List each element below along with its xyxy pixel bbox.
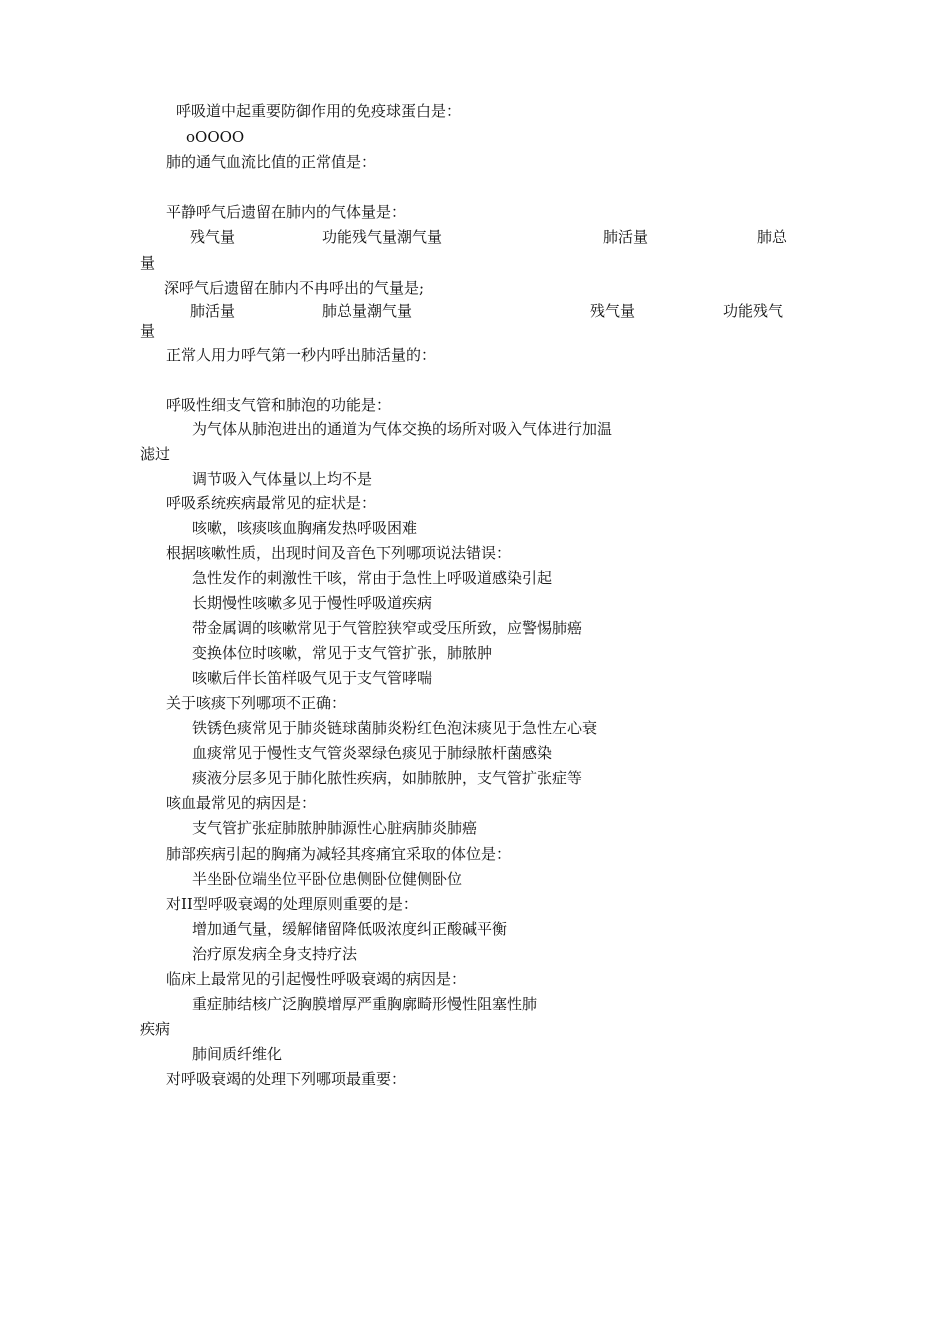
option-text: 带金属调的咳嗽常见于气管腔狭窄或受压所致，应警惕肺癌 xyxy=(192,619,583,637)
option-text: 残气量 xyxy=(190,228,236,246)
option-text: 肺总 xyxy=(757,228,788,246)
option-text: 长期慢性咳嗽多见于慢性呼吸道疾病 xyxy=(192,594,433,612)
option-text: 咳嗽，咳痰咳血胸痛发热呼吸困难 xyxy=(192,519,418,537)
question-text: 肺的通气血流比值的正常值是： xyxy=(166,153,377,171)
option-text: 铁锈色痰常见于肺炎链球菌肺炎粉红色泡沫痰见于急性左心衰 xyxy=(192,719,598,737)
option-text: oOOOO xyxy=(186,128,245,146)
option-text: 肺间质纤维化 xyxy=(192,1045,283,1063)
option-text: 为气体从肺泡进出的通道为气体交换的场所对吸入气体进行加温 xyxy=(192,420,613,438)
question-text: 对II型呼吸衰竭的处理原则重要的是： xyxy=(166,895,418,913)
question-text: 关于咳痰下列哪项不正确： xyxy=(166,694,347,712)
wrapped-text: 量 xyxy=(140,322,156,340)
option-text: 重症肺结核广泛胸膜增厚严重胸廓畸形慢性阻塞性肺 xyxy=(192,995,538,1013)
option-text: 咳嗽后伴长笛样吸气见于支气管哮喘 xyxy=(192,669,433,687)
question-text: 呼吸道中起重要防御作用的免疫球蛋白是： xyxy=(176,102,462,120)
question-text: 平静呼气后遗留在肺内的气体量是： xyxy=(166,203,407,221)
question-text: 深呼气后遗留在肺内不冉呼出的气量是; xyxy=(164,279,425,297)
option-text: 半坐卧位端坐位平卧位患侧卧位健侧卧位 xyxy=(192,870,463,888)
option-text: 功能残气 xyxy=(723,302,784,320)
question-text: 咳血最常见的病因是： xyxy=(166,794,317,812)
wrapped-text: 量 xyxy=(140,254,156,272)
option-text: 急性发作的刺激性干咳，常由于急性上呼吸道感染引起 xyxy=(192,569,553,587)
option-text: 肺总量潮气量 xyxy=(322,302,413,320)
question-text: 呼吸系统疾病最常见的症状是： xyxy=(166,494,377,512)
option-text: 调节吸入气体量以上均不是 xyxy=(192,470,373,488)
question-text: 对呼吸衰竭的处理下列哪项最重要： xyxy=(166,1070,407,1088)
question-text: 肺部疾病引起的胸痛为减轻其疼痛宜采取的体位是： xyxy=(166,845,512,863)
option-text: 功能残气量潮气量 xyxy=(322,228,443,246)
option-text: 增加通气量，缓解储留降低吸浓度纠正酸碱平衡 xyxy=(192,920,508,938)
option-text: 残气量 xyxy=(590,302,636,320)
question-text: 正常人用力呼气第一秒内呼出肺活量的： xyxy=(166,346,437,364)
option-text: 血痰常见于慢性支气管炎翠绿色痰见于肺绿脓杆菌感染 xyxy=(192,744,553,762)
wrapped-text: 滤过 xyxy=(140,445,171,463)
option-text: 支气管扩张症肺脓肿肺源性心脏病肺炎肺癌 xyxy=(192,819,478,837)
option-text: 肺活量 xyxy=(190,302,236,320)
question-text: 临床上最常见的引起慢性呼吸衰竭的病因是： xyxy=(166,970,467,988)
option-text: 治疗原发病全身支持疗法 xyxy=(192,945,358,963)
question-text: 根据咳嗽性质，出现时间及音色下列哪项说法错误： xyxy=(166,544,512,562)
option-text: 变换体位时咳嗽，常见于支气管扩张，肺脓肿 xyxy=(192,644,493,662)
question-text: 呼吸性细支气管和肺泡的功能是： xyxy=(166,396,392,414)
option-text: 痰液分层多见于肺化脓性疾病，如肺脓肿，支气管扩张症等 xyxy=(192,769,583,787)
wrapped-text: 疾病 xyxy=(140,1020,171,1038)
option-text: 肺活量 xyxy=(603,228,649,246)
